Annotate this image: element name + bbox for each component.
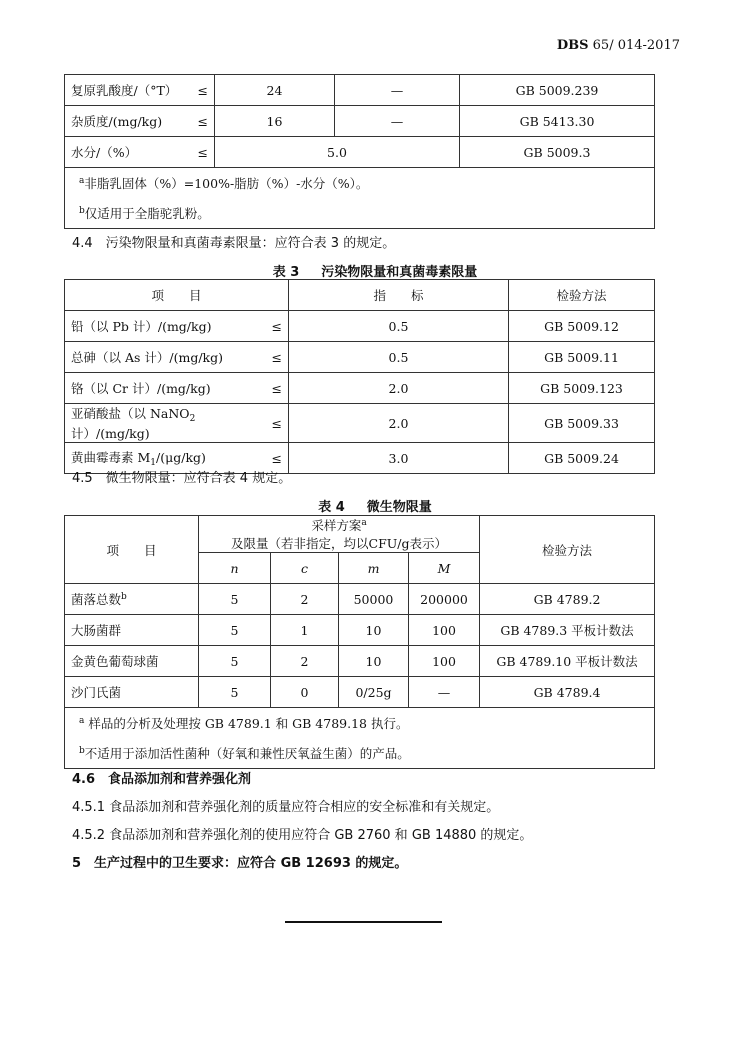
table-cell-value: — <box>335 75 460 106</box>
section-4-5: 4.5 微生物限量：应符合表 4 规定。 <box>72 471 292 486</box>
footnote-text: 样品的分析及处理按 GB 4789.1 和 GB 4789.18 执行。 <box>84 716 409 731</box>
table4-caption <box>0 496 750 515</box>
table-row <box>65 404 655 443</box>
table-cell-method: GB 4789.4 <box>480 677 655 708</box>
table-header-row <box>65 516 655 553</box>
table-cell-M: 100 <box>409 646 480 677</box>
table-row <box>65 615 655 646</box>
table-cell-value: 0.5 <box>289 342 509 373</box>
header-item: 项 目 <box>65 516 199 584</box>
table-note <box>65 168 655 199</box>
table-cell-item <box>65 106 215 137</box>
le-sign: ≤ <box>271 349 282 365</box>
table-note-row <box>65 198 655 229</box>
header-M: M <box>409 553 480 584</box>
item-label: 水分/（%） <box>71 145 138 160</box>
table-note <box>65 708 655 739</box>
section-4-6: 4.6 食品添加剂和营养强化剂 <box>72 772 252 787</box>
table-row <box>65 373 655 404</box>
le-sign: ≤ <box>271 380 282 396</box>
section-4-5-2: 4.5.2 食品添加剂和营养强化剂的使用应符合 GB 2760 和 GB 14880 的规定。 <box>72 828 533 843</box>
item-label <box>71 448 206 468</box>
table-row <box>65 646 655 677</box>
table-cell-c: 2 <box>271 584 339 615</box>
table-cell-method: GB 5009.33 <box>509 404 655 443</box>
table-row <box>65 311 655 342</box>
header-item: 项 目 <box>65 280 289 311</box>
header-plan-text: 采样方案 <box>311 518 362 533</box>
table-cell-n: 5 <box>199 677 271 708</box>
table-cell-item: 大肠菌群 <box>65 615 199 646</box>
table4-caption-title: 微生物限量 <box>366 500 432 515</box>
le-sign: ≤ <box>197 144 208 160</box>
table-cell-value: 16 <box>215 106 335 137</box>
le-sign: ≤ <box>271 415 282 431</box>
table-cell-value: 5.0 <box>215 137 460 168</box>
table-cell-value: 24 <box>215 75 335 106</box>
item-label: 铅（以 Pb 计）/(mg/kg) <box>71 319 212 334</box>
item-label: 复原乳酸度/（°T） <box>71 83 178 98</box>
table-row <box>65 677 655 708</box>
item-label <box>71 404 272 442</box>
table-cell-m: 0/25g <box>339 677 409 708</box>
table-cell-method: GB 5009.11 <box>509 342 655 373</box>
item-label: 总砷（以 As 计）/(mg/kg) <box>71 350 223 365</box>
document-code-number: 65/ 014-2017 <box>588 38 680 53</box>
item-label: 菌落总数 <box>71 592 122 607</box>
header-c: c <box>271 553 339 584</box>
table-note-row <box>65 738 655 769</box>
table-cell-item <box>65 584 199 615</box>
footnote-mark: b <box>79 206 85 216</box>
item-label-subscript: 2 <box>189 414 196 424</box>
item-label-part: 亚硝酸盐（以 NaNO <box>71 406 190 421</box>
header-method: 检验方法 <box>480 516 655 584</box>
header-method: 检验方法 <box>509 280 655 311</box>
table-cell-c: 0 <box>271 677 339 708</box>
item-label: 杂质度/(mg/kg) <box>71 114 163 129</box>
table-cell-item: 沙门氏菌 <box>65 677 199 708</box>
le-sign: ≤ <box>197 113 208 129</box>
footnote-mark: b <box>79 746 85 756</box>
table-cell-c: 2 <box>271 646 339 677</box>
table-row <box>65 584 655 615</box>
table-cell-value: 2.0 <box>289 373 509 404</box>
table-cell-value: 0.5 <box>289 311 509 342</box>
header-plan-text: 及限量（若非指定，均以CFU/g表示） <box>231 536 447 551</box>
footnote-mark: a <box>79 716 85 726</box>
table-cell-m: 50000 <box>339 584 409 615</box>
section-5: 5 生产过程中的卫生要求：应符合 GB 12693 的规定。 <box>72 856 408 871</box>
table-row <box>65 106 655 137</box>
le-sign: ≤ <box>271 318 282 334</box>
footnote-mark: a <box>79 176 85 186</box>
table-note-row <box>65 708 655 739</box>
footnote-text: 仅适用于全脂驼乳粉。 <box>84 206 210 221</box>
header-n: n <box>199 553 271 584</box>
item-label-subscript: 1 <box>150 458 157 468</box>
document-code <box>557 38 680 53</box>
table-cell-M: 200000 <box>409 584 480 615</box>
table3-caption-title: 污染物限量和真菌毒素限量 <box>321 265 478 280</box>
table-cell-method: GB 5413.30 <box>460 106 655 137</box>
table-cell-item <box>65 342 289 373</box>
table-cell-item <box>65 75 215 106</box>
table-physicochemical-continued <box>64 74 655 229</box>
le-sign: ≤ <box>197 82 208 98</box>
section-4-5-1: 4.5.1 食品添加剂和营养强化剂的质量应符合相应的安全标准和有关规定。 <box>72 800 500 815</box>
table-note <box>65 738 655 769</box>
table-cell-method: GB 5009.12 <box>509 311 655 342</box>
table-cell-method: GB 4789.2 <box>480 584 655 615</box>
table-cell-c: 1 <box>271 615 339 646</box>
table-4-microbial <box>64 515 655 769</box>
document-code-prefix: DBS <box>556 38 589 53</box>
table-cell-m: 10 <box>339 615 409 646</box>
table-cell-M: — <box>409 677 480 708</box>
table-cell-n: 5 <box>199 646 271 677</box>
end-rule <box>285 921 442 923</box>
table-note <box>65 198 655 229</box>
table-cell-value: — <box>335 106 460 137</box>
table-row <box>65 137 655 168</box>
section-4-4: 4.4 污染物限量和真菌毒素限量：应符合表 3 的规定。 <box>72 236 396 251</box>
table-cell-method: GB 5009.24 <box>509 443 655 474</box>
item-label-part: 黄曲霉毒素 M <box>71 450 151 465</box>
table-note-row <box>65 168 655 199</box>
table-cell-value: 3.0 <box>289 443 509 474</box>
table-cell-method: GB 4789.10 平板计数法 <box>480 646 655 677</box>
table3-caption <box>0 261 750 280</box>
table3-caption-number: 表 3 <box>272 265 300 280</box>
table-cell-method: GB 5009.123 <box>509 373 655 404</box>
table-row <box>65 75 655 106</box>
table-row <box>65 342 655 373</box>
header-sampling-plan <box>199 516 480 553</box>
table-3-contaminants <box>64 279 655 474</box>
table-cell-method: GB 5009.239 <box>460 75 655 106</box>
item-label: 铬（以 Cr 计）/(mg/kg) <box>71 381 211 396</box>
item-label-part: /(μg/kg) <box>156 450 206 465</box>
item-label-part: 计）/(mg/kg) <box>71 426 150 441</box>
table-cell-method: GB 5009.3 <box>460 137 655 168</box>
footnote-text: 非脂乳固体（%）=100%-脂肪（%）-水分（%）。 <box>84 176 369 191</box>
table4-caption-number: 表 4 <box>318 500 345 515</box>
header-limit: 指 标 <box>289 280 509 311</box>
table-cell-n: 5 <box>199 584 271 615</box>
footnote-mark: a <box>361 518 367 528</box>
table-cell-item: 金黄色葡萄球菌 <box>65 646 199 677</box>
table-cell-item <box>65 404 289 443</box>
table-cell-value: 2.0 <box>289 404 509 443</box>
table-cell-m: 10 <box>339 646 409 677</box>
header-m: m <box>339 553 409 584</box>
table-cell-n: 5 <box>199 615 271 646</box>
table-cell-item <box>65 373 289 404</box>
table-cell-M: 100 <box>409 615 480 646</box>
footnote-text: 不适用于添加活性菌种（好氧和兼性厌氧益生菌）的产品。 <box>84 746 410 761</box>
le-sign: ≤ <box>271 450 282 466</box>
table-cell-method: GB 4789.3 平板计数法 <box>480 615 655 646</box>
table-header-row <box>65 280 655 311</box>
table-cell-item <box>65 311 289 342</box>
table-cell-item <box>65 137 215 168</box>
footnote-mark: b <box>121 592 127 602</box>
